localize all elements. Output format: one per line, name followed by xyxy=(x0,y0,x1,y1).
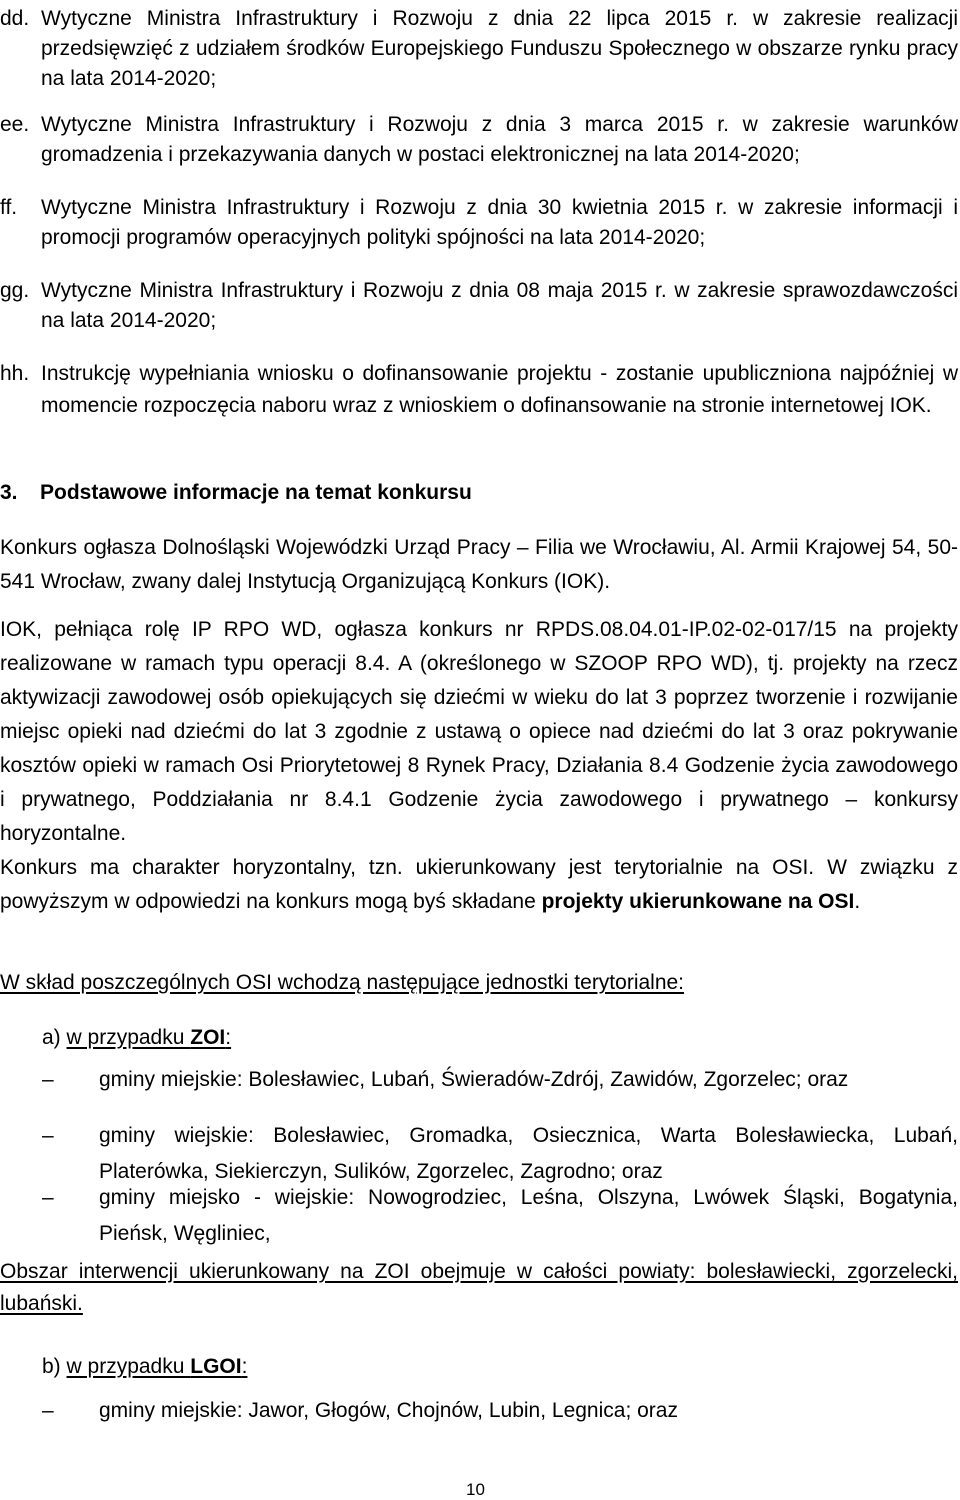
paragraph-character-end: . xyxy=(854,890,861,913)
list-label: gg. xyxy=(0,279,30,302)
dash-bullet: – xyxy=(42,1124,54,1147)
list-item xyxy=(0,276,958,336)
lgoi-heading xyxy=(42,1352,247,1382)
list-text: Instrukcję wypełniania wniosku o dofinansowanie projektu - zostanie upubliczniona najpóźniej w momencie rozpoczęcia naboru wraz z wnioskiem o dofinansowanie na stronie internetowej IOK. xyxy=(41,362,958,417)
paragraph-character xyxy=(0,851,958,919)
lgoi-prefix: w przypadku xyxy=(66,1355,191,1378)
list-item xyxy=(0,110,958,170)
list-text: Wytyczne Ministra Infrastruktury i Rozwoju z dnia 30 kwietnia 2015 r. w zakresie informacji i promocji programów operacyjnych polityki spójności na lata 2014-2020; xyxy=(41,196,958,249)
page-number: 10 xyxy=(466,1480,485,1499)
list-item xyxy=(42,1062,958,1098)
paragraph-competition: IOK, pełniąca rolę IP RPO WD, ogłasza konkurs nr RPDS.08.04.01-IP.02-02-017/15 na projekty realizowane w ramach typu operacji 8.4. A (określonego w SZOOP RPO WD), tj. projekty na rzecz aktywizacji zawodowej osób opiekujących się dziećmi w wieku do lat 3 poprzez tworzenie i rozwijanie miejsc opieki nad dziećmi do lat 3 zgodnie z ustawą o opiece nad dziećmi do lat 3 oraz pokrywanie kosztów opieki w ramach Osi Priorytetowej 8 Rynek Pracy, Działania 8.4 Godzenie życia zawodowego i prywatnego, Poddziałania nr 8.4.1 Godzenie życia zawodowego i prywatnego – konkursy horyzontalne. xyxy=(0,618,958,845)
list-label: ff. xyxy=(0,196,18,219)
zoi-suffix: : xyxy=(225,1026,232,1049)
list-item xyxy=(0,358,958,422)
list-item xyxy=(42,1180,958,1252)
list-label: hh. xyxy=(0,362,30,385)
zoi-label: a) xyxy=(42,1026,61,1049)
zoi-note: Obszar interwencji ukierunkowany na ZOI obejmuje w całości powiaty: bolesławiecki, zgorzelecki, lubański. xyxy=(0,1260,958,1315)
list-item xyxy=(0,193,958,253)
list-item xyxy=(0,4,958,94)
paragraph-character-bold: projekty ukierunkowane na OSI xyxy=(541,890,855,913)
list-item xyxy=(42,1393,958,1429)
zoi-name: ZOI xyxy=(190,1026,226,1049)
section-title: Podstawowe informacje na temat konkursu xyxy=(40,481,472,504)
dash-bullet: – xyxy=(42,1399,54,1422)
zoi-item-text: gminy miejskie: Bolesławiec, Lubań, Świeradów-Zdrój, Zawidów, Zgorzelec; oraz xyxy=(99,1068,849,1091)
section-number: 3. xyxy=(0,481,18,504)
list-text: Wytyczne Ministra Infrastruktury i Rozwoju z dnia 22 lipca 2015 r. w zakresie realizacji przedsięwzięć z udziałem środków Europejskiego Funduszu Społecznego w obszarze rynku pracy na lata 2014-2020; xyxy=(41,7,958,90)
paragraph-organizer: Konkurs ogłasza Dolnośląski Wojewódzki Urząd Pracy – Filia we Wrocławiu, Al. Armii Krajowej 54, 50-541 Wrocław, zwany dalej Instytucją Organizującą Konkurs (IOK). xyxy=(0,536,958,593)
paragraph-territorial-units: W skład poszczególnych OSI wchodzą następujące jednostki terytorialne: xyxy=(0,971,685,994)
list-label: ee. xyxy=(0,113,30,136)
lgoi-item-text: gminy miejskie: Jawor, Głogów, Chojnów, Lubin, Legnica; oraz xyxy=(99,1399,678,1422)
paragraph-character-text: Konkurs ma charakter horyzontalny, tzn. ukierunkowany jest terytorialnie na OSI. W związku z powyższym w odpowiedzi na konkurs mogą byś składane xyxy=(0,856,958,913)
list-label: dd. xyxy=(0,7,30,30)
list-text: Wytyczne Ministra Infrastruktury i Rozwoju z dnia 08 maja 2015 r. w zakresie sprawozdawczości na lata 2014-2020; xyxy=(41,279,958,332)
zoi-prefix: w przypadku xyxy=(66,1026,191,1049)
dash-bullet: – xyxy=(42,1068,54,1091)
lgoi-suffix: : xyxy=(241,1355,248,1378)
lgoi-name: LGOI xyxy=(190,1355,242,1378)
dash-bullet: – xyxy=(42,1186,54,1209)
zoi-heading xyxy=(42,1023,231,1053)
zoi-item-text: gminy miejsko - wiejskie: Nowogrodziec, Leśna, Olszyna, Lwówek Śląski, Bogatynia, Pieńsk, Węgliniec, xyxy=(99,1186,958,1245)
section-heading xyxy=(0,478,472,508)
list-text: Wytyczne Ministra Infrastruktury i Rozwoju z dnia 3 marca 2015 r. w zakresie warunków gromadzenia i przekazywania danych w postaci elektronicznej na lata 2014-2020; xyxy=(41,113,958,166)
zoi-item-text: gminy wiejskie: Bolesławiec, Gromadka, Osiecznica, Warta Bolesławiecka, Lubań, Platerówka, Siekierczyn, Sulików, Zgorzelec, Zagrodno; oraz xyxy=(99,1124,958,1183)
lgoi-label: b) xyxy=(42,1355,61,1378)
